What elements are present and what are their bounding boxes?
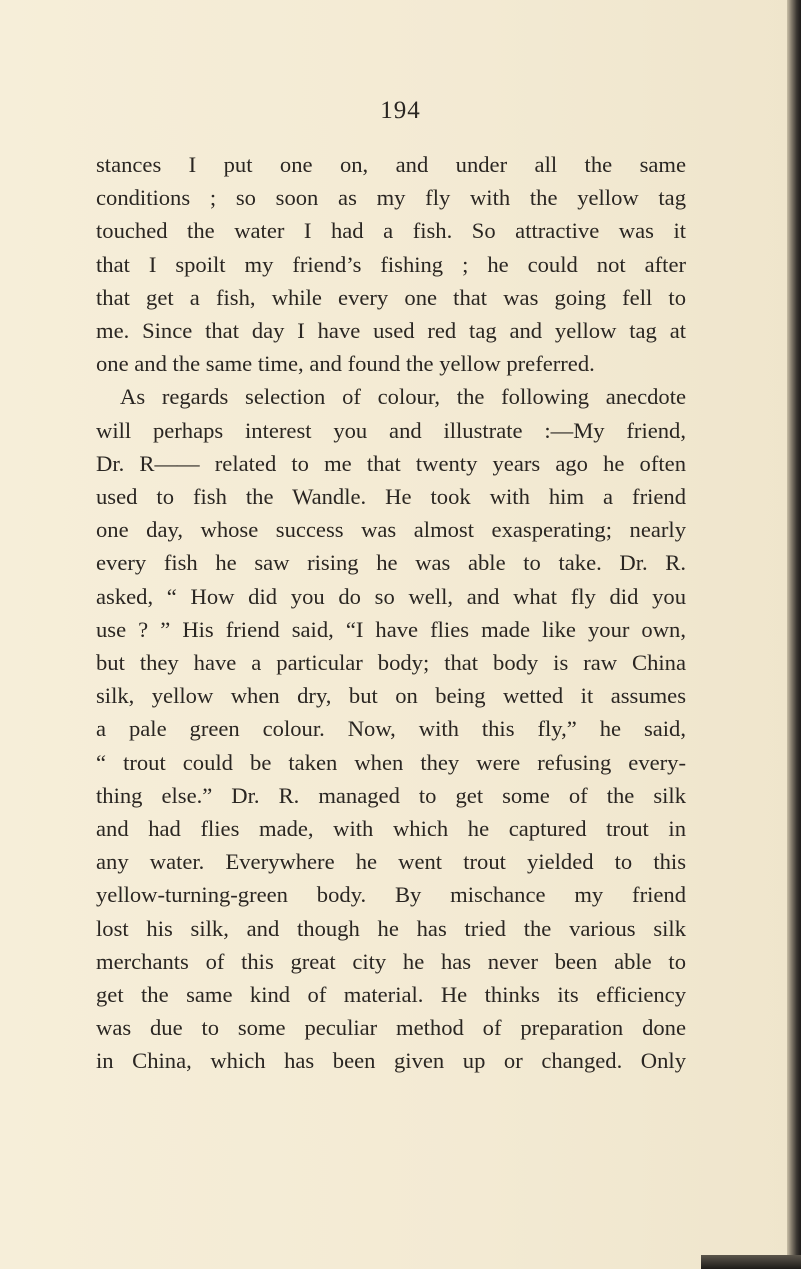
text-line: one day, whose success was almost exasperating; nearly (96, 517, 686, 543)
page-corner-shadow (701, 1255, 801, 1269)
body-text (96, 148, 686, 1078)
text-line: will perhaps interest you and illustrate :—My friend, (96, 417, 686, 443)
text-line: me. Since that day I have used red tag and yellow tag at (96, 318, 686, 344)
page-number: 194 (380, 97, 421, 124)
text-line: silk, yellow when dry, but on being wetted it assumes (96, 683, 686, 709)
text-line: touched the water I had a fish. So attractive was it (96, 218, 686, 244)
text-line: asked, “ How did you do so well, and what fly did you (96, 583, 686, 609)
text-line: use ? ” His friend said, “I have flies made like your own, (96, 616, 686, 642)
text-line: one and the same time, and found the yellow preferred. (96, 351, 595, 377)
text-line: every fish he saw rising he was able to take. Dr. R. (96, 550, 686, 576)
text-line: and had flies made, with which he captured trout in (96, 816, 686, 842)
text-line: any water. Everywhere he went trout yielded to this (96, 849, 686, 875)
text-line: used to fish the Wandle. He took with him a friend (96, 484, 686, 510)
text-line: As regards selection of colour, the following anecdote (120, 384, 686, 410)
text-line: yellow-turning-green body. By mischance my friend (96, 882, 686, 908)
text-line: get the same kind of material. He thinks its efficiency (96, 982, 686, 1008)
text-line: but they have a particular body; that body is raw China (96, 650, 686, 676)
text-line: was due to some peculiar method of preparation done (96, 1015, 686, 1041)
text-line: conditions ; so soon as my fly with the yellow tag (96, 185, 686, 211)
text-line: a pale green colour. Now, with this fly,” he said, (96, 716, 686, 742)
text-line: thing else.” Dr. R. managed to get some of the silk (96, 782, 686, 808)
text-line: “ trout could be taken when they were refusing every- (96, 749, 686, 775)
page-edge-shadow (787, 0, 801, 1269)
text-line: merchants of this great city he has never been able to (96, 948, 686, 974)
text-line: stances I put one on, and under all the same (96, 152, 686, 177)
text-line: lost his silk, and though he has tried the various silk (96, 915, 686, 941)
text-line: that I spoilt my friend’s fishing ; he could not after (96, 251, 686, 277)
text-line: Dr. R—— related to me that twenty years ago he often (96, 450, 686, 476)
text-line: in China, which has been given up or changed. Only (96, 1048, 686, 1074)
text-line: that get a fish, while every one that was going fell to (96, 284, 686, 310)
